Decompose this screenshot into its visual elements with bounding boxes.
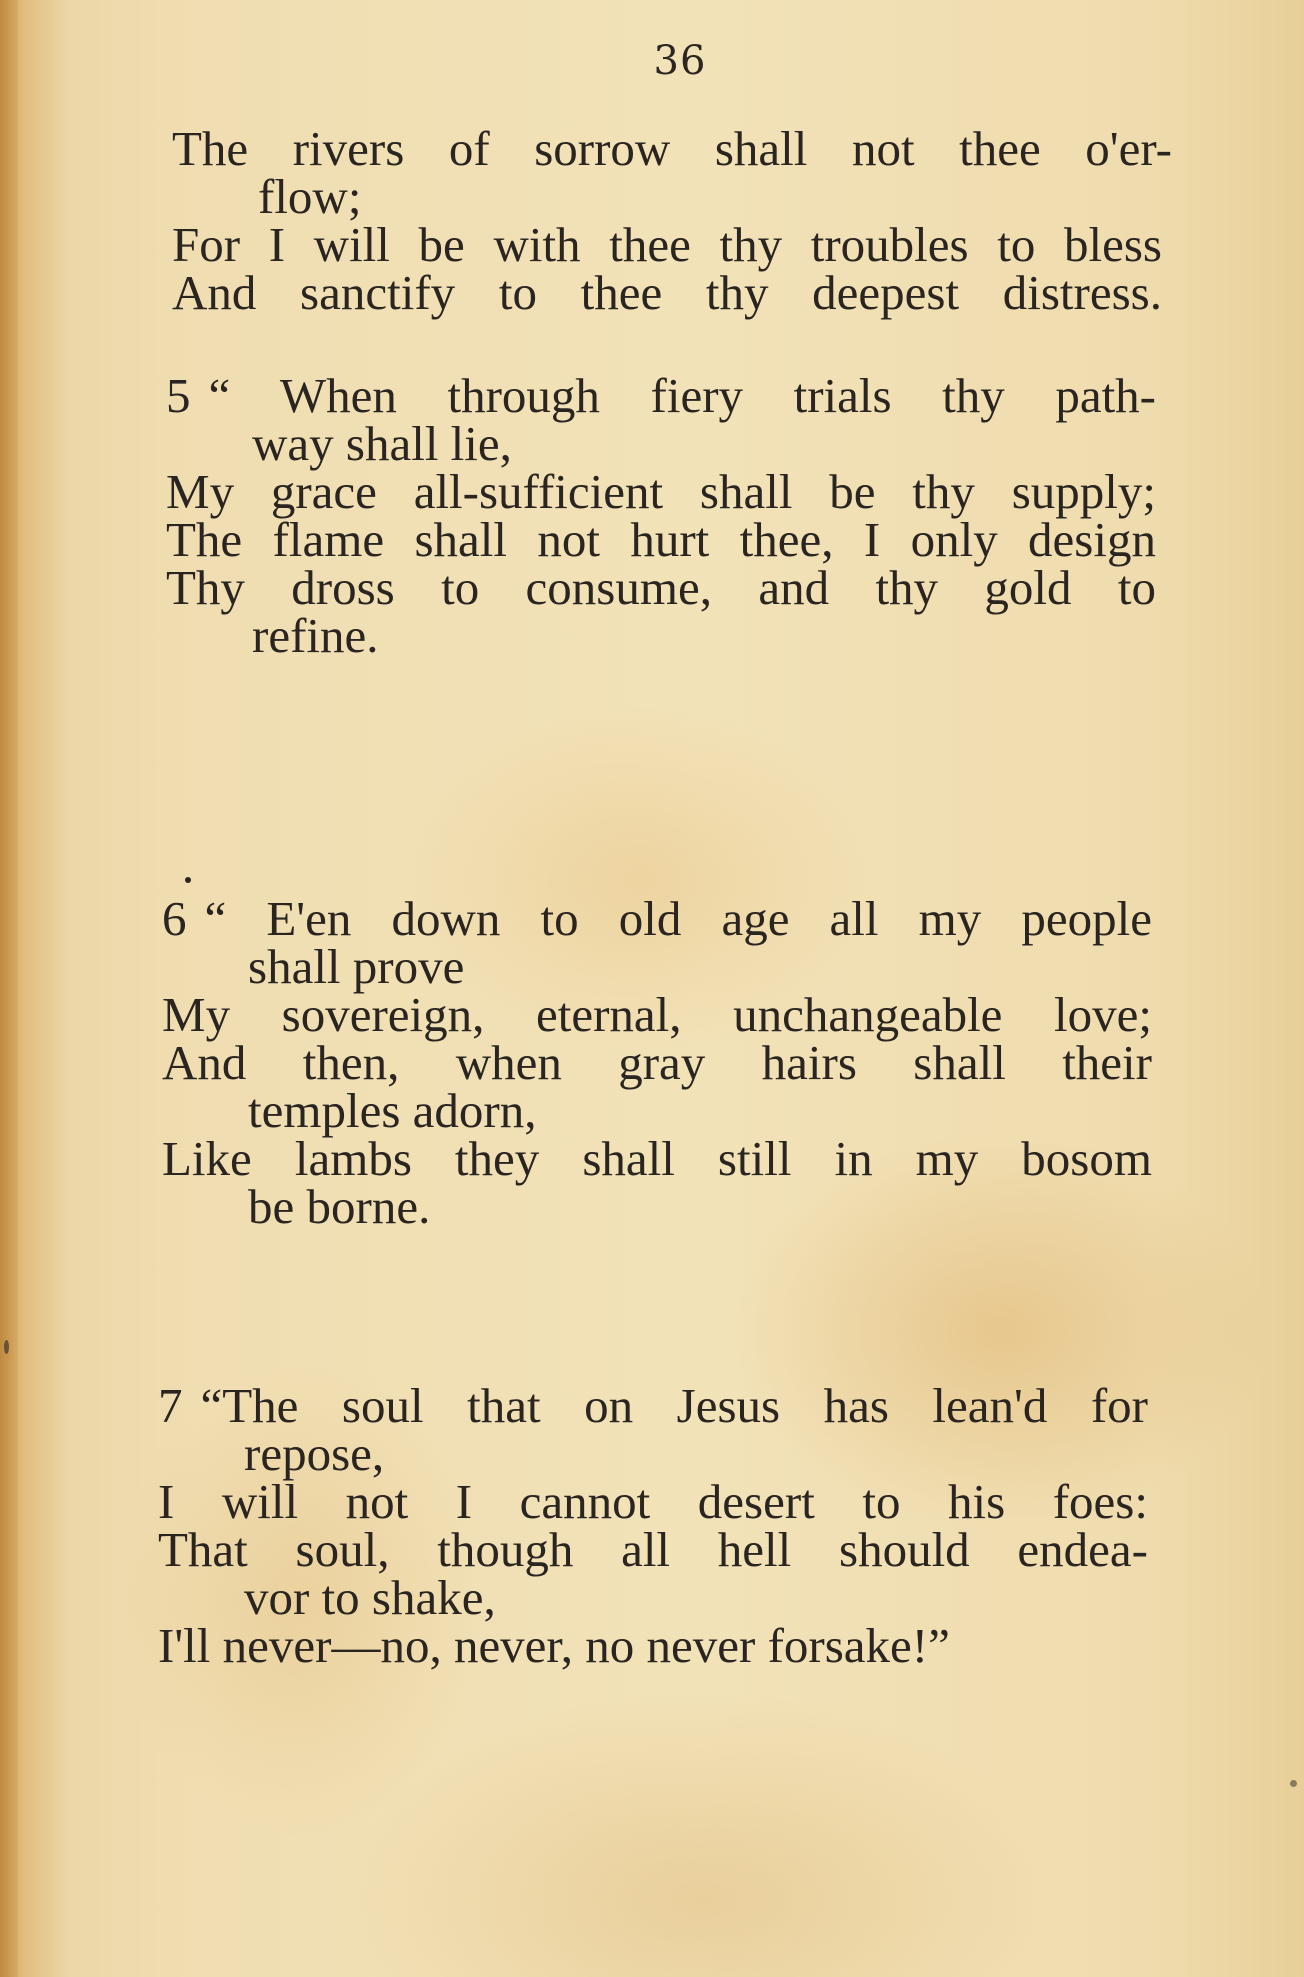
verse-line: That soul, though all hell should endea- — [158, 1522, 1148, 1577]
paper-speck — [4, 1340, 9, 1354]
verse-line: shall prove — [248, 939, 465, 994]
verse-line: refine. — [252, 608, 379, 663]
verse-line: flow; — [258, 169, 362, 224]
verse-line: For I will be with thee thy troubles to bless — [172, 217, 1162, 272]
verse-line: be borne. — [248, 1179, 431, 1234]
stanza-number: 6 — [162, 891, 187, 946]
verse-line: And then, when gray hairs shall their — [162, 1035, 1152, 1090]
verse-line-with-number — [162, 891, 1152, 946]
stanza-number: 5 — [166, 368, 191, 423]
verse-text: “ When through fiery trials thy path- — [208, 368, 1156, 423]
verse-line: I will not I cannot desert to his foes: — [158, 1474, 1148, 1529]
stanza-number: 7 — [158, 1378, 183, 1433]
verse-text: “The soul that on Jesus has lean'd for — [200, 1378, 1148, 1433]
page-edge — [0, 0, 18, 1977]
verse-line: temples adorn, — [248, 1083, 537, 1138]
verse-line: way shall lie, — [252, 416, 512, 471]
verse-line: The flame shall not hurt thee, I only design — [166, 512, 1156, 567]
verse-line: vor to shake, — [244, 1570, 496, 1625]
verse-line: I'll never—no, never, no never forsake!” — [158, 1618, 950, 1673]
paper-speck — [1290, 1780, 1297, 1787]
verse-line: My sovereign, eternal, unchangeable love; — [162, 987, 1152, 1042]
verse-line: Thy dross to consume, and thy gold to — [166, 560, 1156, 615]
stanza-5 — [166, 368, 1166, 663]
verse-line-with-number — [166, 368, 1156, 423]
verse-line: repose, — [244, 1426, 385, 1481]
verse-line: And sanctify to thee thy deepest distress. — [172, 265, 1162, 320]
page-number: 36 — [653, 38, 707, 84]
verse-text: “ E'en down to old age all my people — [204, 891, 1152, 946]
stanza-7 — [158, 1378, 1158, 1673]
stanza-6 — [162, 891, 1162, 1234]
verse-line: Like lambs they shall still in my bosom — [162, 1131, 1152, 1186]
verse-line-with-number — [158, 1378, 1148, 1433]
verse-line: My grace all-sufficient shall be thy supply; — [166, 464, 1156, 519]
stanza-4-continuation — [172, 121, 1172, 320]
paper-speck — [185, 877, 191, 883]
verse-line: The rivers of sorrow shall not thee o'er- — [172, 121, 1172, 176]
